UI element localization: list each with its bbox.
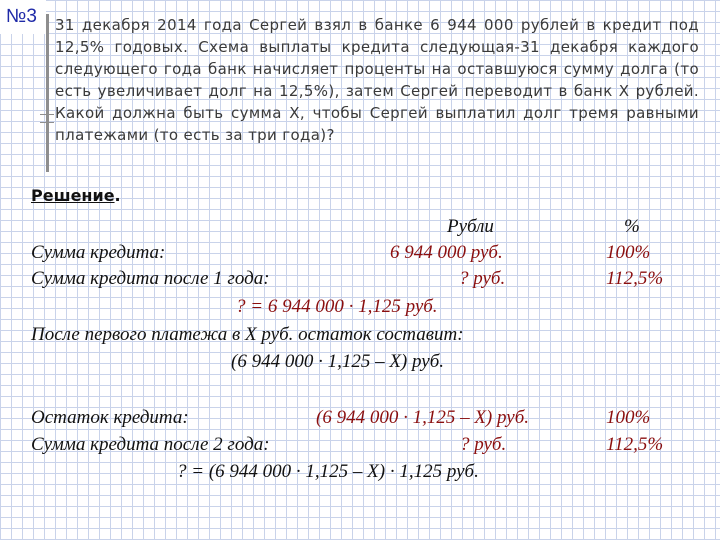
- remaining-loan-label: Остаток кредита:: [31, 407, 189, 428]
- solution-heading-suffix: .: [114, 186, 121, 205]
- year1-amount-percent: 112,5%: [606, 268, 664, 289]
- remaining-loan-percent: 100%: [606, 407, 651, 428]
- remainder-expression: (6 944 000 · 1,125 – Х) руб.: [231, 351, 444, 372]
- problem-number: №3: [0, 0, 46, 34]
- column-header-percent: %: [624, 216, 640, 237]
- problem-statement: 31 декабря 2014 года Сергей взял в банке 6 944 000 рублей в кредит под 12,5% годовых. Схема выплаты кредита следующая-31 декабря каждого следующего года банк начисляет проценты на оставшуюся сумму долга (то есть увеличивает долг на 12,5%), затем Сергей переводит в банк Х рублей. Какой должна быть сумма Х, чтобы Сергей выплатил долг тремя равными платежами (то есть за три года)?: [55, 16, 699, 144]
- year1-formula: ? = 6 944 000 · 1,125 руб.: [236, 296, 438, 317]
- solution-heading: [31, 186, 121, 205]
- remaining-loan-value: (6 944 000 · 1,125 – Х) руб.: [316, 407, 529, 428]
- year2-amount-value: ? руб.: [460, 434, 507, 455]
- bracket-tick: [40, 122, 54, 123]
- year2-amount-label: Сумма кредита после 2 года:: [31, 434, 270, 455]
- loan-amount-label: Сумма кредита:: [31, 242, 166, 263]
- bracket-tick: [40, 114, 54, 115]
- year2-amount-percent: 112,5%: [606, 434, 664, 455]
- loan-amount-percent: 100%: [606, 242, 651, 263]
- year1-amount-label: Сумма кредита после 1 года:: [31, 268, 270, 289]
- problem-bracket: [46, 14, 49, 172]
- loan-amount-value: 6 944 000 руб.: [390, 242, 503, 263]
- column-header-rubles: Рубли: [447, 216, 494, 237]
- year1-amount-value: ? руб.: [459, 268, 506, 289]
- year2-formula: ? = (6 944 000 · 1,125 – Х) · 1,125 руб.: [177, 461, 479, 482]
- after-payment-text: После первого платежа в Х руб. остаток составит:: [31, 324, 464, 345]
- solution-heading-text: Решение: [31, 186, 115, 205]
